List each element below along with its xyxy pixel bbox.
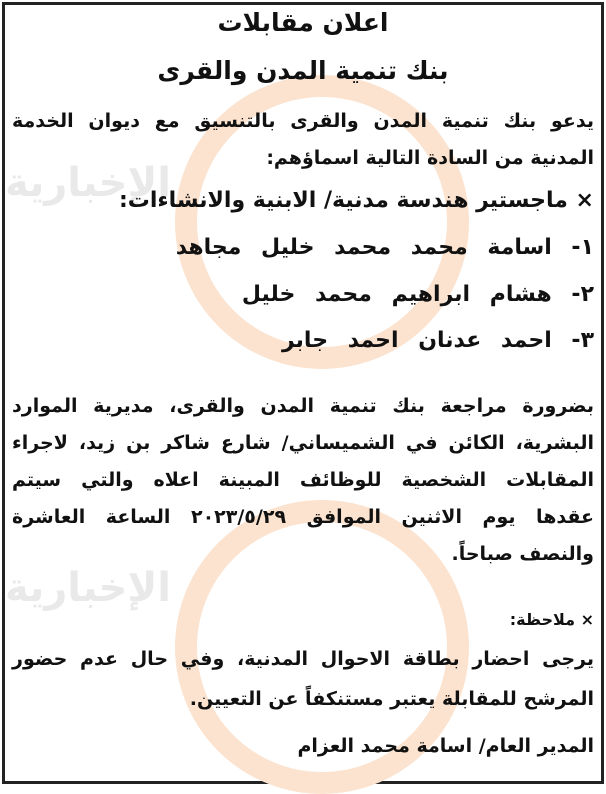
instructions-line: بضرورة مراجعة بنك تنمية المدن والقرى، مديرية الموارد — [12, 395, 594, 417]
candidate-item: ٣- احمد عدنان احمد جابر — [281, 328, 594, 353]
watermark-text: الإخبارية — [5, 565, 171, 611]
instructions-line: البشرية، الكائن في الشميساني/ شارع شاكر بن زيد، لاجراء — [12, 432, 594, 454]
candidate-item: ٢- هشام ابراهيم محمد خليل — [241, 282, 594, 307]
note-line: المرشح للمقابلة يعتبر مستنكفاً عن التعيين. — [189, 688, 594, 710]
candidate-item: ١- اسامة محمد محمد خليل مجاهد — [175, 235, 594, 260]
instructions-line: المقابلات الشخصية للوظائف المبينة اعلاه والتي سيتم — [12, 469, 594, 491]
instructions-line: والنصف صباحاً. — [451, 543, 594, 565]
intro-line: يدعو بنك تنمية المدن والقرى بالتنسيق مع ديوان الخدمة — [12, 110, 594, 132]
instructions-line: عقدها يوم الاثنين الموافق ٢٠٢٣/٥/٢٩ الساعة العاشرة — [12, 506, 594, 528]
position-heading: × ماجستير هندسة مدنية/ الابنية والانشاءات: — [118, 188, 594, 213]
watermark-text: الإخبارية — [5, 160, 171, 206]
note-line: يرجى احضار بطاقة الاحوال المدنية، وفي حال عدم حضور — [12, 648, 594, 670]
signature: المدير العام/ اسامة محمد العزام — [297, 735, 594, 757]
intro-line: المدنية من السادة التالية اسماؤهم: — [266, 147, 594, 169]
note-heading: × ملاحظة: — [509, 610, 594, 629]
ad-title: اعلان مقابلات — [217, 8, 389, 37]
ad-subtitle: بنك تنمية المدن والقرى — [157, 56, 449, 85]
